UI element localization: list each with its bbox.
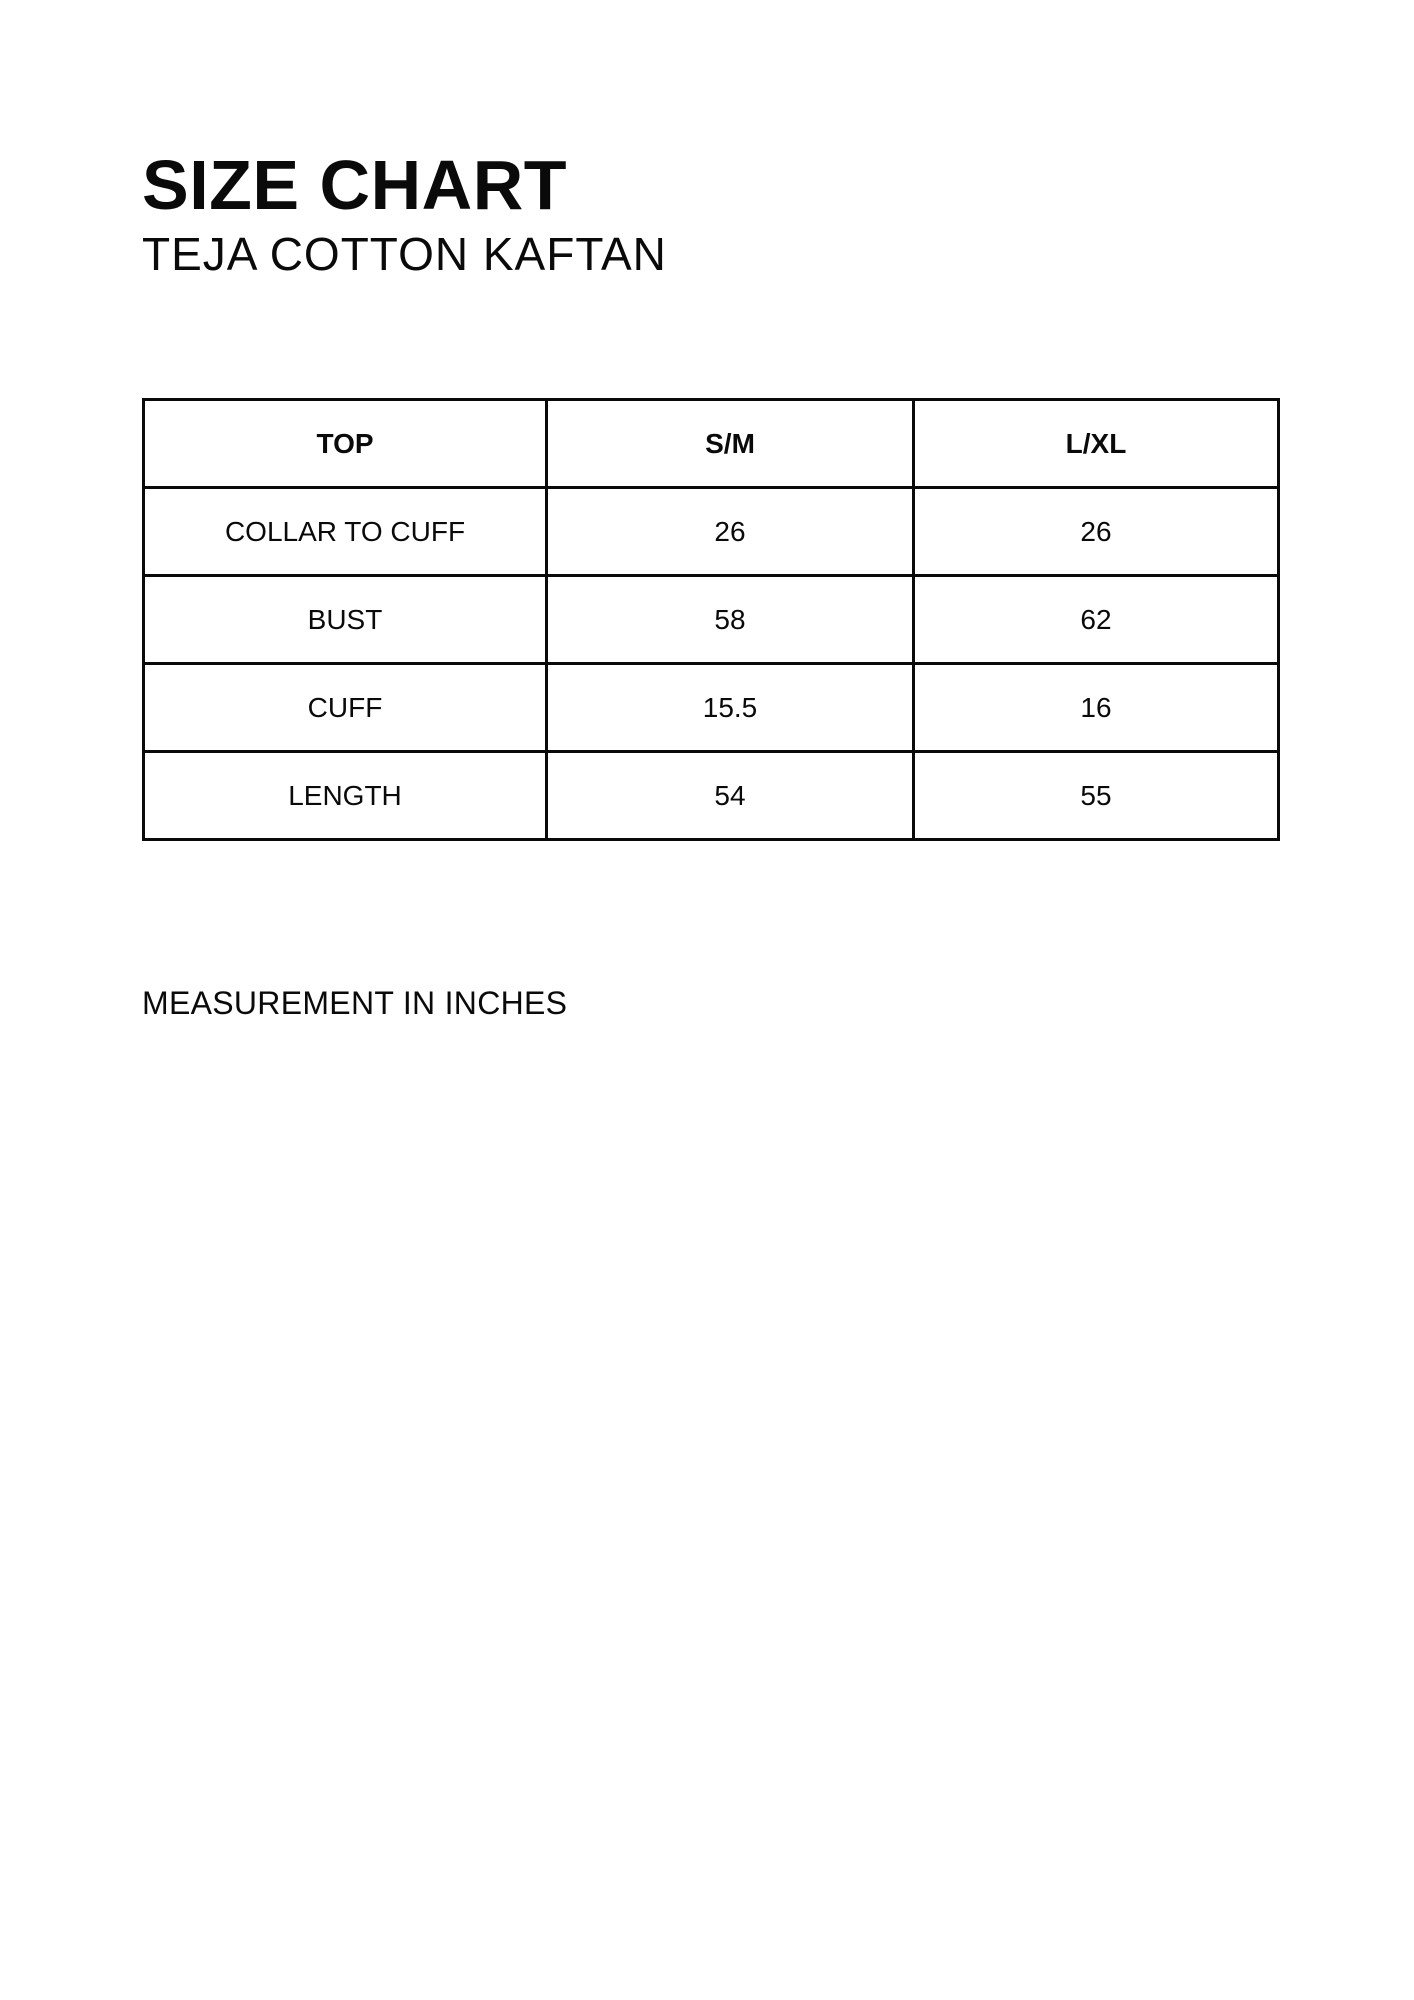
- cell-value-lxl: 55: [914, 752, 1279, 840]
- table-row: [144, 576, 1279, 664]
- page-title: SIZE CHART: [142, 146, 567, 224]
- row-label: COLLAR TO CUFF: [144, 488, 547, 576]
- product-name: TEJA COTTON KAFTAN: [142, 228, 667, 280]
- cell-value-lxl: 62: [914, 576, 1279, 664]
- cell-value-lxl: 26: [914, 488, 1279, 576]
- cell-value-lxl: 16: [914, 664, 1279, 752]
- measurement-unit-note: MEASUREMENT IN INCHES: [142, 985, 568, 1021]
- header-cell-size-lxl: L/XL: [914, 400, 1279, 488]
- table-header-row: [144, 400, 1279, 488]
- row-label: BUST: [144, 576, 547, 664]
- header-cell-size-sm: S/M: [547, 400, 914, 488]
- cell-value-sm: 26: [547, 488, 914, 576]
- table-row: [144, 664, 1279, 752]
- cell-value-sm: 15.5: [547, 664, 914, 752]
- size-chart-table: [142, 398, 1280, 841]
- header-cell-measure: TOP: [144, 400, 547, 488]
- cell-value-sm: 54: [547, 752, 914, 840]
- row-label: CUFF: [144, 664, 547, 752]
- cell-value-sm: 58: [547, 576, 914, 664]
- row-label: LENGTH: [144, 752, 547, 840]
- table-row: [144, 752, 1279, 840]
- table-row: [144, 488, 1279, 576]
